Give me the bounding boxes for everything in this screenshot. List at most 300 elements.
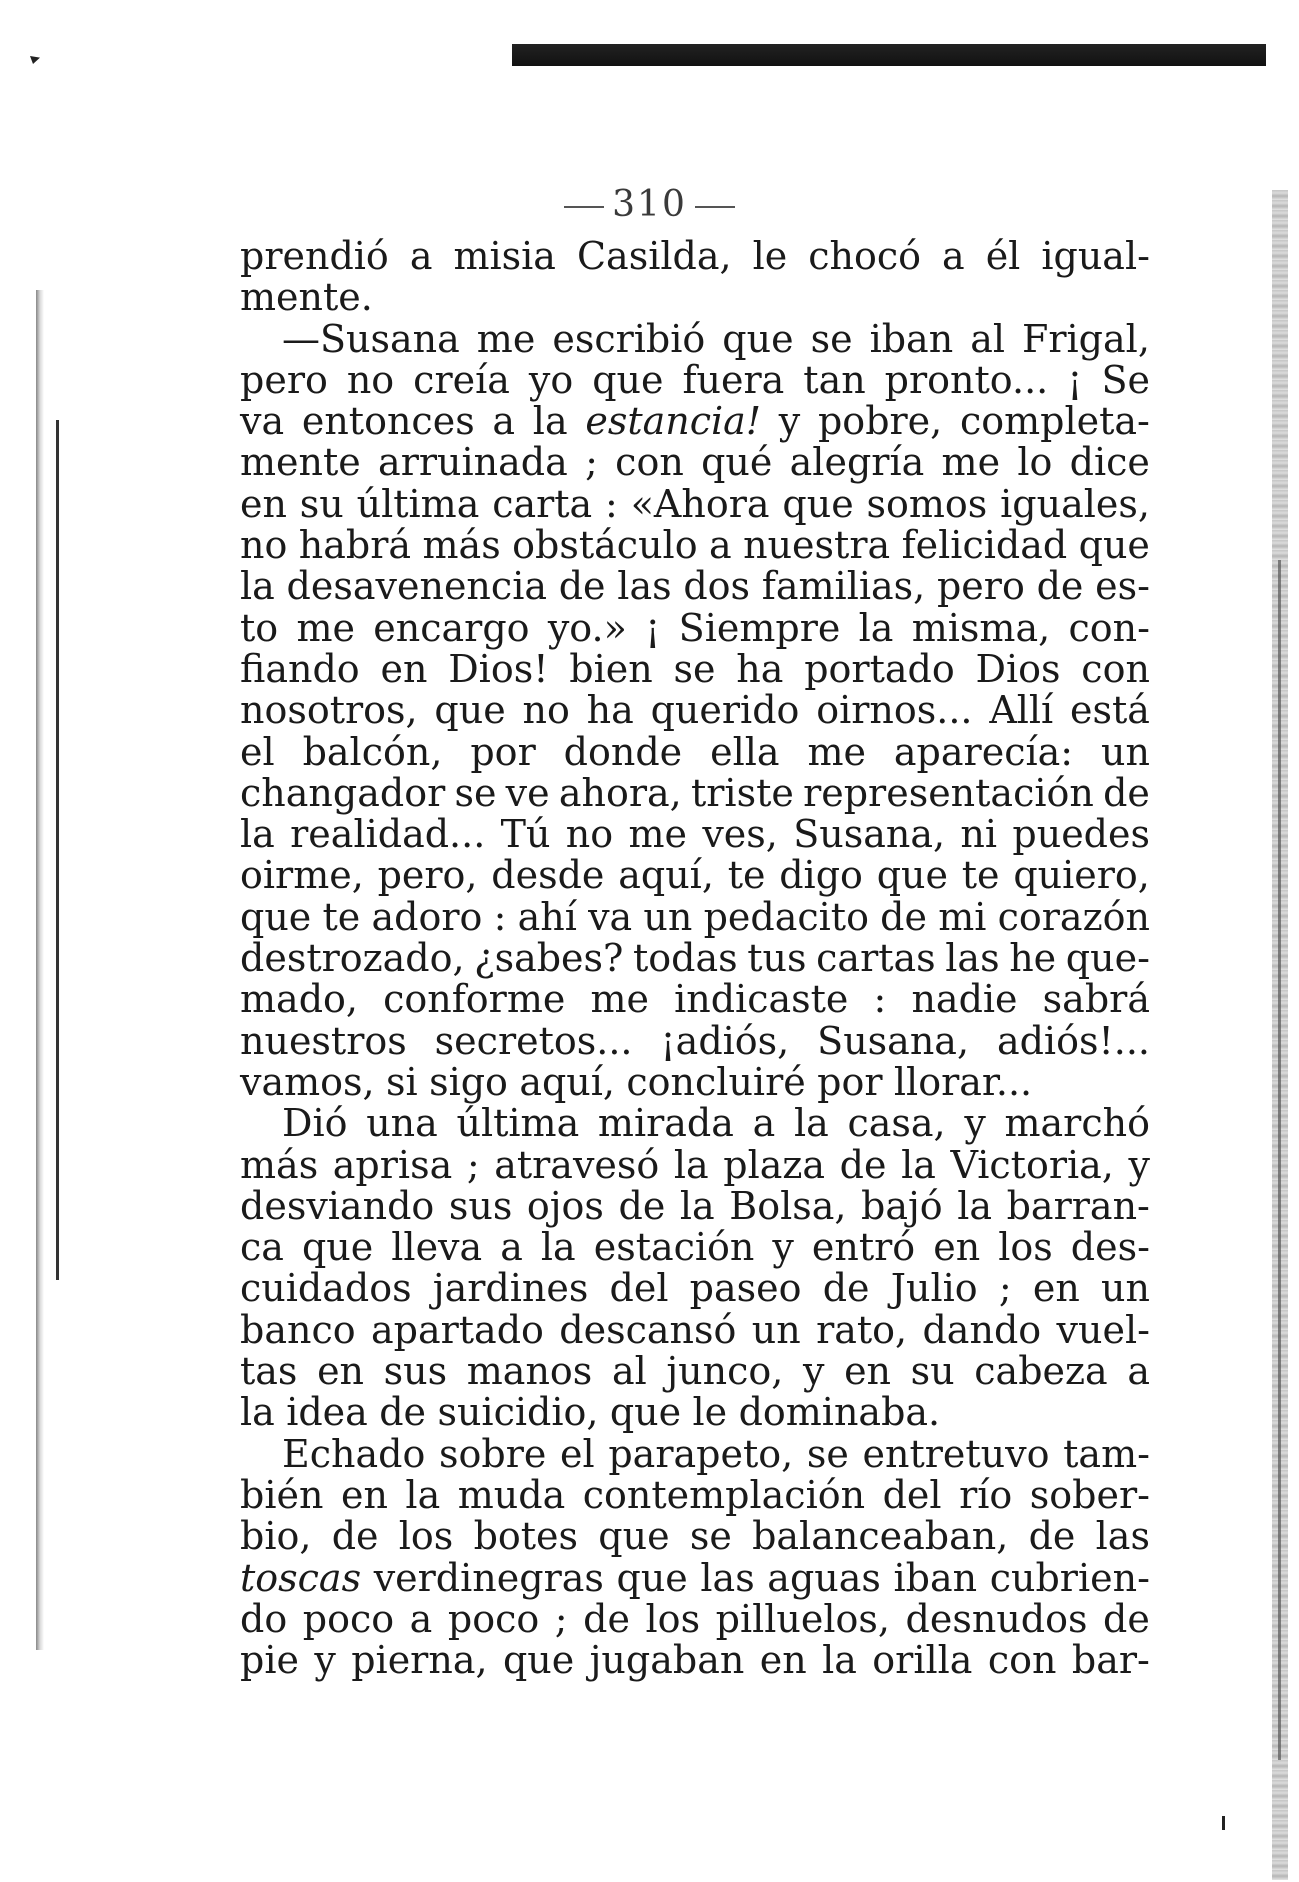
word: que- <box>1065 936 1150 981</box>
word: pronto... <box>884 357 1049 402</box>
word: tas <box>240 1349 298 1394</box>
text-line <box>240 938 1150 979</box>
word: ca <box>240 1225 284 1270</box>
word: felicidad <box>901 523 1068 568</box>
word: Victoria, <box>950 1142 1114 1187</box>
text-line <box>240 277 1150 318</box>
word: va <box>240 399 285 444</box>
word: me <box>628 812 688 857</box>
word: ves, <box>702 812 778 857</box>
text-line <box>240 979 1150 1020</box>
word: que <box>609 1390 682 1435</box>
word: desnudos <box>905 1596 1088 1641</box>
word: nuestra <box>743 523 891 568</box>
word: aquí, <box>519 1059 615 1104</box>
word: sus <box>383 1349 448 1394</box>
word: que <box>1078 523 1150 568</box>
word: Julio <box>890 1266 978 1311</box>
word: Casilda, <box>576 234 732 278</box>
word: poco <box>447 1596 540 1641</box>
text-line <box>240 1596 1150 1641</box>
word: al <box>611 1349 647 1394</box>
word: ni <box>960 812 998 857</box>
word: y <box>314 1638 336 1683</box>
word: entonces <box>301 399 475 444</box>
word: en <box>933 1225 981 1270</box>
word: iban <box>893 1555 978 1600</box>
word: aquí, <box>618 853 714 898</box>
text-line <box>240 814 1150 855</box>
word: pobre, <box>817 399 943 444</box>
word: y <box>802 1349 825 1394</box>
word: pie <box>240 1638 299 1683</box>
word: en <box>240 481 287 526</box>
page-number-dash-left <box>564 206 604 208</box>
word: de <box>822 1266 870 1311</box>
word: chocó <box>808 234 922 278</box>
word: un <box>643 894 693 939</box>
word: de <box>880 894 927 939</box>
word: descansó <box>559 1307 737 1352</box>
word: Tú <box>500 812 551 857</box>
word: habrá <box>298 523 412 568</box>
word: changador <box>240 770 446 815</box>
word: arruinada <box>378 440 568 485</box>
word: en <box>340 1472 388 1517</box>
word: a <box>409 234 433 278</box>
word: iban <box>869 316 954 361</box>
word: completa- <box>959 399 1150 444</box>
word: casa, <box>847 1101 946 1146</box>
word: más <box>422 523 501 568</box>
word: del <box>609 1266 669 1311</box>
word: mi <box>938 894 987 939</box>
word: a <box>1127 1349 1150 1394</box>
text-line <box>240 1351 1150 1392</box>
word: Se <box>1101 357 1150 402</box>
word: encargo <box>373 605 530 650</box>
word: indicaste <box>674 977 849 1022</box>
word: se <box>454 770 497 815</box>
word: mente <box>240 440 361 485</box>
word: en <box>844 1349 892 1394</box>
word: apartado <box>370 1307 544 1352</box>
word: en <box>317 1349 365 1394</box>
page-right-edge-shadow <box>1278 560 1281 1760</box>
word: no <box>346 357 395 402</box>
word: : <box>493 894 507 939</box>
word: a <box>500 1225 523 1270</box>
word: sus <box>448 1183 513 1228</box>
word: con- <box>1068 605 1150 650</box>
word: un <box>1101 729 1150 774</box>
text-line <box>240 1307 1150 1352</box>
word: nuestros <box>240 1018 407 1063</box>
text-line <box>240 525 1150 566</box>
word: Allí <box>989 688 1054 733</box>
word: vuel- <box>1056 1307 1150 1352</box>
word: si <box>386 1059 418 1104</box>
word: me <box>941 440 1001 485</box>
word: pero <box>240 357 328 402</box>
word: la <box>240 1390 275 1435</box>
text-line <box>240 646 1150 691</box>
word: contemplación <box>582 1472 866 1517</box>
word: la <box>405 1472 441 1517</box>
word: última <box>456 1101 580 1146</box>
word: de <box>1028 1514 1076 1559</box>
word: me <box>590 977 649 1022</box>
word: pilluelos, <box>715 1596 890 1641</box>
word: un <box>1100 1266 1150 1311</box>
corner-mark <box>30 56 40 64</box>
word: qué <box>701 440 773 485</box>
word: aprisa <box>332 1142 453 1187</box>
word: él <box>985 234 1021 278</box>
word: pedacito <box>703 894 869 939</box>
word: de <box>1103 1596 1150 1641</box>
word: Dios! <box>448 646 549 691</box>
word: dos <box>683 564 751 609</box>
word: va <box>588 894 633 939</box>
text-line <box>240 566 1150 607</box>
word: en <box>759 1638 807 1683</box>
word: desavenencia <box>286 564 547 609</box>
word: tan <box>803 357 866 402</box>
word: no <box>240 523 288 568</box>
text-line <box>240 1059 1150 1104</box>
word: de <box>583 1596 630 1641</box>
body-text <box>240 236 1150 1681</box>
word: balcón, <box>302 729 443 774</box>
word: dominaba. <box>738 1390 941 1435</box>
word: y <box>772 1225 794 1270</box>
text-line <box>240 481 1150 526</box>
word: que <box>782 481 854 526</box>
word: y <box>964 1101 986 1146</box>
top-rule <box>512 38 1266 66</box>
word: mirada <box>597 1101 734 1146</box>
word: secretos... <box>434 1018 633 1063</box>
text-line <box>240 1142 1150 1187</box>
word: estancia! <box>585 399 762 444</box>
word: te <box>727 853 766 898</box>
word: «Ahora <box>630 481 770 526</box>
text-line <box>240 729 1150 774</box>
word: lo <box>1017 440 1053 485</box>
word: Bolsa, <box>729 1183 847 1228</box>
word: vamos, <box>240 1059 375 1104</box>
word: aparecía: <box>893 729 1074 774</box>
word: mado, <box>240 977 358 1022</box>
word: yo <box>528 357 574 402</box>
text-line <box>240 690 1150 731</box>
page-left-bar <box>56 420 59 1280</box>
word: la <box>822 1638 857 1683</box>
text-line <box>240 605 1150 650</box>
word: sigo <box>429 1059 508 1104</box>
word: y <box>778 399 801 444</box>
word: ; <box>585 440 598 485</box>
word: jugaban <box>589 1638 745 1683</box>
word: su <box>299 481 344 526</box>
word: destrozado, <box>240 936 465 981</box>
word: junco, <box>666 1349 784 1394</box>
word: la <box>858 605 894 650</box>
word: suicidio, <box>437 1390 599 1435</box>
word: no <box>565 812 614 857</box>
word: misma, <box>911 605 1051 650</box>
word: con <box>615 440 684 485</box>
word: y <box>1128 1142 1150 1187</box>
word: a <box>709 523 732 568</box>
word: pero, <box>377 853 478 898</box>
word: que <box>301 1225 374 1270</box>
text-line <box>240 1555 1150 1600</box>
word: : <box>605 481 618 526</box>
word: cartas <box>816 936 936 981</box>
page-left-edge <box>36 290 48 1650</box>
word: que <box>722 316 794 361</box>
word: bién <box>240 1472 324 1517</box>
word: oirnos... <box>816 688 973 733</box>
text-line <box>240 1268 1150 1309</box>
word: de <box>379 1390 427 1435</box>
word: ; <box>554 1596 568 1641</box>
word: con <box>987 1638 1057 1683</box>
word: rato, <box>816 1307 908 1352</box>
word: plaza <box>723 1142 826 1187</box>
word: se <box>806 1431 849 1476</box>
word: dice <box>1069 440 1150 485</box>
word: triste <box>690 770 794 815</box>
word: fuera <box>682 357 785 402</box>
word: se <box>810 316 853 361</box>
word: la <box>532 399 568 444</box>
word: ¿sabes? <box>474 936 624 981</box>
word: por <box>817 1059 883 1104</box>
word: digo <box>779 853 863 898</box>
word: conforme <box>383 977 566 1022</box>
word: la <box>240 564 275 609</box>
word: Siempre <box>678 605 841 650</box>
word: paseo <box>689 1266 802 1311</box>
word: te <box>961 853 1000 898</box>
word: tam- <box>1063 1431 1150 1476</box>
text-line <box>240 1183 1150 1228</box>
word: el <box>560 1431 595 1476</box>
word: de <box>558 564 606 609</box>
word: la <box>793 1101 829 1146</box>
word: verdinegras <box>373 1555 604 1600</box>
word: Susana, <box>817 1018 970 1063</box>
word: alegría <box>789 440 925 485</box>
word: igual- <box>1041 234 1150 278</box>
word: sobre <box>439 1431 547 1476</box>
word: prendió <box>240 234 389 278</box>
word: lleva <box>391 1225 483 1270</box>
word: entró <box>811 1225 916 1270</box>
word: nadie <box>911 977 1018 1022</box>
word: adoro <box>371 894 483 939</box>
word: banco <box>240 1307 356 1352</box>
word: adiós!... <box>996 1018 1150 1063</box>
text-line <box>240 1431 1150 1476</box>
word: iguales, <box>1000 481 1150 526</box>
word: última <box>356 481 480 526</box>
word: a <box>409 1596 433 1641</box>
word: de <box>618 1183 666 1228</box>
word: querido <box>650 688 800 733</box>
word: ojos <box>526 1183 604 1228</box>
word: nosotros, <box>240 688 418 733</box>
word: barran- <box>1006 1183 1150 1228</box>
word: —Susana <box>282 316 460 361</box>
word: cabeza <box>974 1349 1108 1394</box>
word: la <box>240 812 275 857</box>
text-line <box>240 894 1150 939</box>
word: entretuvo <box>862 1431 1050 1476</box>
text-line <box>240 770 1150 815</box>
word: Susana, <box>793 812 946 857</box>
word: dando <box>922 1307 1042 1352</box>
word: creía <box>413 357 510 402</box>
word: la <box>679 1183 715 1228</box>
word: un <box>751 1307 801 1352</box>
word: des- <box>1070 1225 1150 1270</box>
word: le <box>692 1390 728 1435</box>
word: ha <box>736 646 784 691</box>
word: en <box>380 646 428 691</box>
word: las <box>945 936 1000 981</box>
stray-mark <box>1222 1816 1225 1830</box>
word: la <box>540 1225 576 1270</box>
word: una <box>366 1101 438 1146</box>
text-line <box>240 357 1150 402</box>
word: orilla <box>872 1638 973 1683</box>
word: los <box>645 1596 701 1641</box>
word: familias, <box>761 564 926 609</box>
text-line <box>240 401 1150 442</box>
word: no <box>522 688 570 733</box>
word: me <box>296 605 355 650</box>
text-line <box>240 1472 1150 1517</box>
text-line <box>240 1640 1150 1681</box>
word: más <box>240 1142 319 1187</box>
word: ¡ <box>645 605 661 650</box>
word: todas <box>633 936 738 981</box>
word: somos <box>866 481 988 526</box>
word: es- <box>1095 564 1150 609</box>
word: que <box>616 1555 688 1600</box>
word: desviando <box>240 1183 435 1228</box>
word: que <box>240 894 312 939</box>
text-line <box>240 316 1150 361</box>
text-line <box>240 855 1150 896</box>
word: que <box>876 853 948 898</box>
word: manos <box>466 1349 593 1394</box>
word: ella <box>710 729 780 774</box>
word: botes <box>473 1514 579 1559</box>
word: a <box>942 234 965 278</box>
word: que <box>598 1514 670 1559</box>
word: estación <box>593 1225 755 1270</box>
word: que <box>502 1638 575 1683</box>
word: balanceaban, <box>752 1514 1009 1559</box>
word: concluiré <box>626 1059 806 1104</box>
word: te <box>322 894 361 939</box>
word: carta <box>492 481 593 526</box>
word: to <box>240 605 279 650</box>
word: su <box>910 1349 955 1394</box>
word: pierna, <box>351 1638 488 1683</box>
word: tus <box>747 936 807 981</box>
word: : <box>873 977 887 1022</box>
word: las <box>700 1555 755 1600</box>
word: toscas <box>240 1555 362 1600</box>
word: ahora, <box>558 770 682 815</box>
text-line <box>240 442 1150 483</box>
word: de <box>1103 770 1150 815</box>
word: al <box>970 316 1005 361</box>
word: las <box>1095 1514 1150 1559</box>
word: sabrá <box>1042 977 1150 1022</box>
word: bio, <box>240 1514 312 1559</box>
word: me <box>476 316 536 361</box>
word: que <box>434 688 506 733</box>
word: portado <box>804 646 955 691</box>
text-line <box>240 1516 1150 1557</box>
word: escribió <box>552 316 706 361</box>
word: de <box>839 1142 887 1187</box>
word: los <box>998 1225 1053 1270</box>
word: donde <box>563 729 683 774</box>
word: Dió <box>282 1101 348 1146</box>
word: bajó <box>861 1183 943 1228</box>
word: pero <box>936 564 1025 609</box>
word: muda <box>457 1472 566 1517</box>
word: realidad... <box>290 812 486 857</box>
word: llorar... <box>893 1059 1033 1104</box>
word: la <box>901 1142 936 1187</box>
word: sober- <box>1029 1472 1150 1517</box>
page-number-header <box>0 184 1299 225</box>
word: a <box>492 399 516 444</box>
text-line <box>240 1103 1150 1144</box>
word: se <box>673 646 716 691</box>
word: de <box>331 1514 379 1559</box>
word: bar- <box>1071 1638 1150 1683</box>
word: bien <box>569 646 653 691</box>
text-line <box>240 1227 1150 1268</box>
word: desde <box>491 853 605 898</box>
word: ¡ <box>1067 357 1083 402</box>
word: he <box>1009 936 1057 981</box>
word: cuidados <box>240 1266 412 1311</box>
page-number: 310 <box>612 184 687 225</box>
word: ; <box>998 1266 1012 1311</box>
word: parapeto, <box>608 1431 794 1476</box>
word: yo.» <box>547 605 627 650</box>
text-line <box>240 1018 1150 1063</box>
word: mente. <box>240 275 373 320</box>
word: oirme, <box>240 853 364 898</box>
page-number-dash-right <box>695 206 735 208</box>
word: está <box>1070 688 1150 733</box>
word: idea <box>286 1390 368 1435</box>
word: representación <box>803 770 1094 815</box>
word: por <box>470 729 536 774</box>
